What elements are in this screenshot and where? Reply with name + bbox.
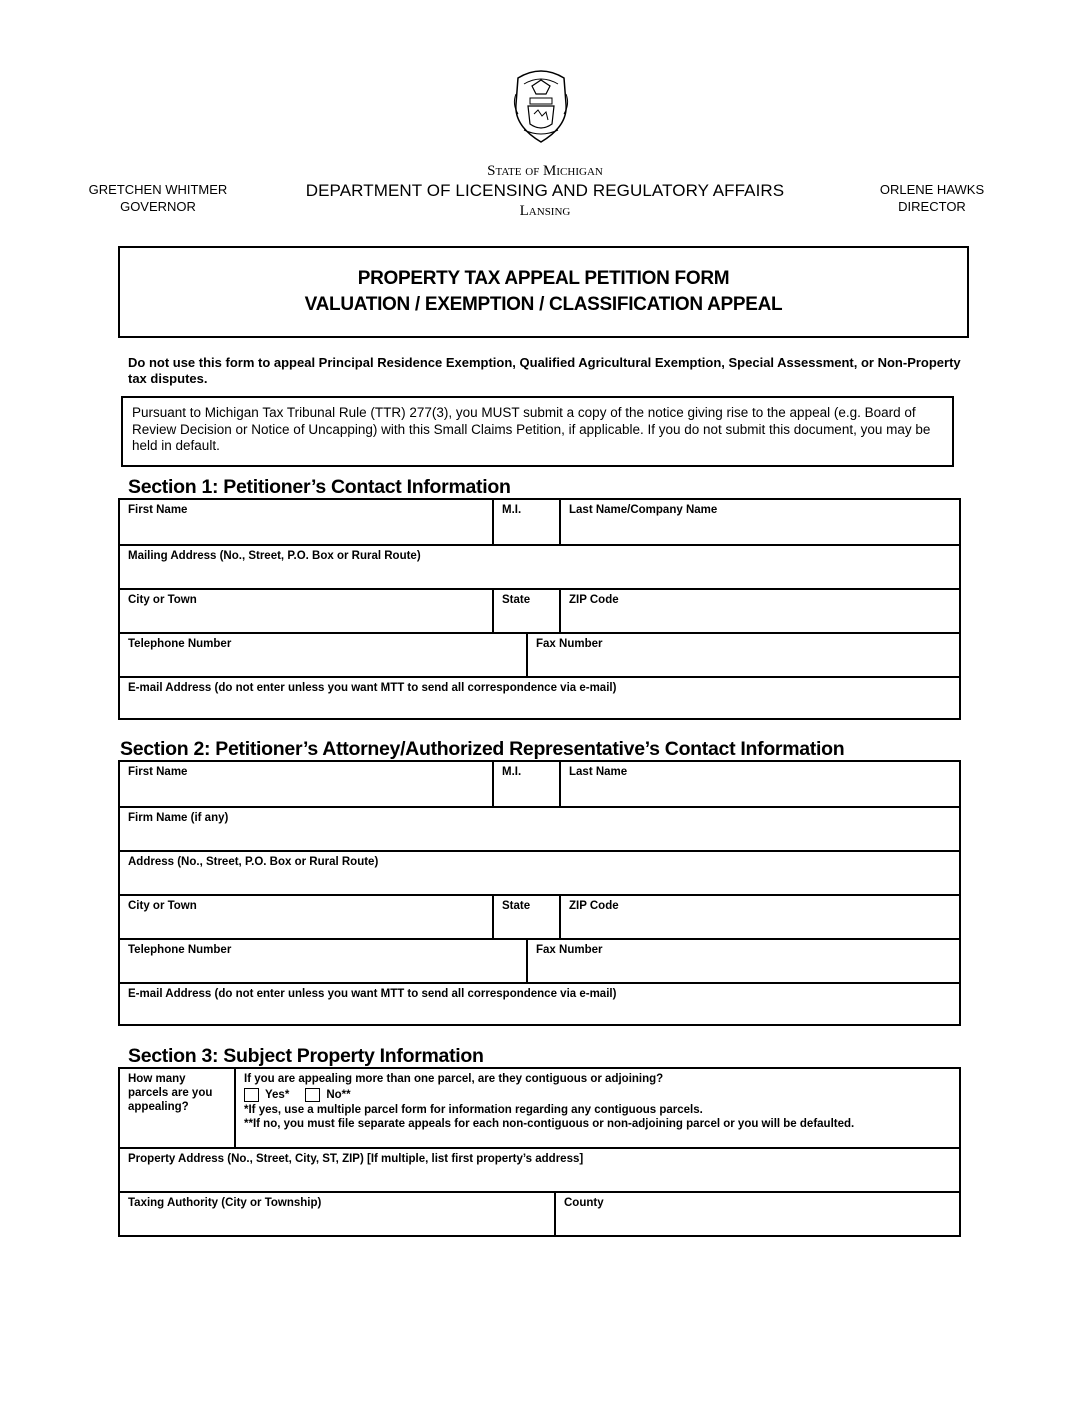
s2-state-field[interactable]: State bbox=[492, 896, 559, 938]
form-title-box bbox=[118, 246, 969, 338]
s1-mailing-address-field[interactable]: Mailing Address (No., Street, P.O. Box or Rural Route) bbox=[128, 550, 421, 562]
s3-parcel-count-field[interactable]: How many parcels are you appealing? bbox=[128, 1073, 213, 1113]
s2-city-field[interactable]: City or Town bbox=[128, 900, 197, 912]
governor-name: GRETCHEN WHITMER bbox=[88, 182, 228, 197]
s2-first-name-field[interactable]: First Name bbox=[128, 766, 188, 778]
s3-contiguous-cell bbox=[234, 1069, 959, 1147]
s1-address-row bbox=[120, 544, 959, 588]
s2-last-name-field[interactable]: Last Name bbox=[559, 762, 959, 806]
s1-zip-field[interactable]: ZIP Code bbox=[559, 590, 959, 632]
yes-label: Yes* bbox=[265, 1089, 290, 1101]
s1-email-field[interactable]: E-mail Address (do not enter unless you want MTT to send all correspondence via e-mail) bbox=[128, 682, 617, 694]
s3-parcels-row bbox=[120, 1069, 959, 1147]
s2-address-field[interactable]: Address (No., Street, P.O. Box or Rural Route) bbox=[128, 856, 379, 868]
warning-text: Do not use this form to appeal Principal Residence Exemption, Qualified Agricultural Exemption, Special Assessment, or Non-Property tax disputes. bbox=[128, 355, 961, 386]
s3-county-field[interactable]: County bbox=[554, 1193, 959, 1235]
s3-checkbox-row bbox=[244, 1088, 951, 1102]
s1-first-name-field[interactable]: First Name bbox=[128, 504, 188, 516]
no-label: No** bbox=[326, 1089, 351, 1101]
s3-taxing-authority-field[interactable]: Taxing Authority (City or Township) bbox=[128, 1197, 322, 1209]
no-checkbox[interactable] bbox=[305, 1088, 320, 1102]
form-title-line2: VALUATION / EXEMPTION / CLASSIFICATION APPEAL bbox=[304, 294, 783, 315]
s2-email-row bbox=[120, 982, 959, 1024]
state-name: State of Michigan bbox=[487, 163, 603, 179]
director-block bbox=[842, 181, 1022, 215]
governor-block bbox=[68, 181, 248, 215]
governor-title: GOVERNOR bbox=[120, 199, 196, 214]
section3-table bbox=[118, 1067, 961, 1237]
no-note: **If no, you must file separate appeals for each non-contiguous or non-adjoining parcel or you will be defaulted. bbox=[244, 1118, 855, 1130]
yes-note: *If yes, use a multiple parcel form for information regarding any contiguous parcels. bbox=[244, 1104, 703, 1116]
s1-city-row bbox=[120, 588, 959, 632]
section1-title: Section 1: Petitioner’s Contact Information bbox=[128, 476, 511, 498]
section2-title: Section 2: Petitioner’s Attorney/Authorized Representative’s Contact Information bbox=[120, 738, 845, 760]
s2-fax-field[interactable]: Fax Number bbox=[526, 940, 959, 982]
s3-contiguous-question: If you are appealing more than one parcel, are they contiguous or adjoining? bbox=[244, 1073, 664, 1085]
director-title: DIRECTOR bbox=[898, 199, 966, 214]
section1-table bbox=[118, 498, 961, 720]
city-name: Lansing bbox=[519, 203, 571, 219]
s3-property-address-field[interactable]: Property Address (No., Street, City, ST, ZIP) [If multiple, list first property’s address] bbox=[128, 1153, 584, 1165]
s3-taxing-row bbox=[120, 1191, 959, 1235]
s1-state-field[interactable]: State bbox=[492, 590, 559, 632]
s2-city-row bbox=[120, 894, 959, 938]
s1-city-field[interactable]: City or Town bbox=[128, 594, 197, 606]
s1-telephone-field[interactable]: Telephone Number bbox=[128, 638, 232, 650]
s2-mi-field[interactable]: M.I. bbox=[492, 762, 559, 806]
s2-name-row bbox=[120, 762, 959, 806]
s1-phone-row bbox=[120, 632, 959, 676]
s2-telephone-field[interactable]: Telephone Number bbox=[128, 944, 232, 956]
director-name: ORLENE HAWKS bbox=[879, 182, 985, 197]
s1-last-name-field[interactable]: Last Name/Company Name bbox=[559, 500, 959, 544]
s3-property-address-row bbox=[120, 1147, 959, 1191]
s2-email-field[interactable]: E-mail Address (do not enter unless you want MTT to send all correspondence via e-mail) bbox=[128, 988, 617, 1000]
s2-zip-field[interactable]: ZIP Code bbox=[559, 896, 959, 938]
s2-phone-row bbox=[120, 938, 959, 982]
s1-email-row bbox=[120, 676, 959, 718]
form-title-line1: PROPERTY TAX APPEAL PETITION FORM bbox=[357, 268, 730, 289]
section3-title: Section 3: Subject Property Information bbox=[128, 1045, 484, 1067]
s1-fax-field[interactable]: Fax Number bbox=[526, 634, 959, 676]
department-heading bbox=[260, 162, 830, 220]
department-name: DEPARTMENT OF LICENSING AND REGULATORY AFFAIRS bbox=[305, 181, 785, 200]
yes-checkbox[interactable] bbox=[244, 1088, 259, 1102]
michigan-state-seal-icon bbox=[508, 64, 574, 146]
s1-name-row bbox=[120, 500, 959, 544]
s2-firm-row bbox=[120, 806, 959, 850]
s2-firm-name-field[interactable]: Firm Name (if any) bbox=[128, 812, 229, 824]
s1-mi-field[interactable]: M.I. bbox=[492, 500, 559, 544]
s2-address-row bbox=[120, 850, 959, 894]
notice-box: Pursuant to Michigan Tax Tribunal Rule (TTR) 277(3), you MUST submit a copy of the notice giving rise to the appeal (e.g. Board of Review Decision or Notice of Uncapping) with this Small Claims Petition, if applicable. If you do not submit this document, you may be held in default. bbox=[121, 396, 954, 467]
section2-table bbox=[118, 760, 961, 1026]
